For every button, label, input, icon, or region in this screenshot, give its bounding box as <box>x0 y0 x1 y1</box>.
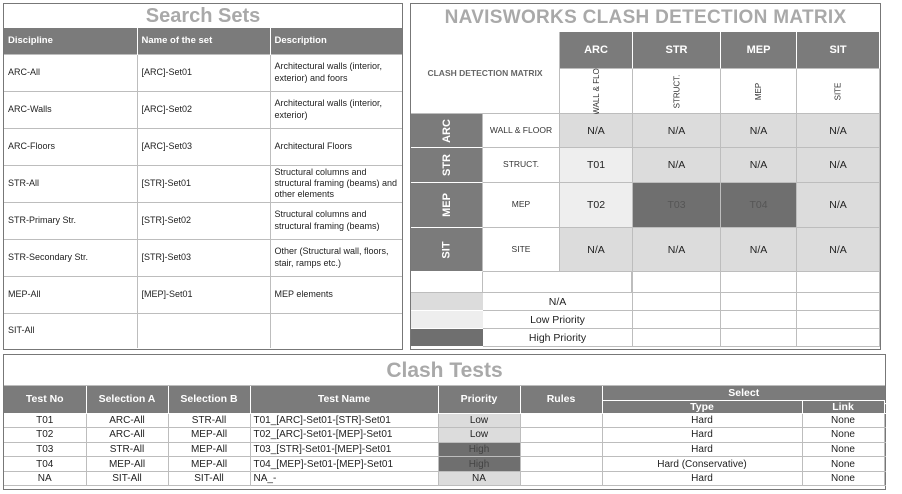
header-priority: Priority <box>438 386 520 413</box>
matrix-blank-cell <box>560 272 633 293</box>
search-set-name: [ARC]-Set01 <box>137 54 270 91</box>
matrix-blank-cell <box>633 272 721 293</box>
clash-test-selection-a: MEP-All <box>86 457 168 472</box>
search-set-row <box>4 239 402 276</box>
clash-tests-panel <box>3 354 902 490</box>
matrix-blank-cell <box>560 293 633 311</box>
legend-label: High Priority <box>483 329 632 347</box>
clash-test-name: NA_- <box>250 471 438 486</box>
matrix-blank-cell <box>721 311 797 329</box>
search-sets-title: Search Sets <box>145 5 261 27</box>
search-set-name: [ARC]-Set02 <box>137 91 270 128</box>
clash-test-tol <box>884 442 885 457</box>
search-set-row <box>4 54 402 91</box>
clash-test-name: T03_[STR]-Set01-[MEP]-Set01 <box>250 442 438 457</box>
search-set-name: [STR]-Set03 <box>137 239 270 276</box>
matrix-blank-cell <box>797 293 880 311</box>
clash-test-no: T03 <box>4 442 86 457</box>
clash-test-tol <box>884 471 885 486</box>
matrix-col-sub-arc <box>560 69 633 114</box>
matrix-cell: N/A <box>797 114 880 148</box>
matrix-cell: T04 <box>721 183 797 228</box>
matrix-col-head-mep: MEP <box>721 32 797 69</box>
clash-test-type: Hard (Conservative) <box>602 457 802 472</box>
header-rules: Rules <box>520 386 602 413</box>
clash-matrix-panel <box>410 3 881 350</box>
search-set-discipline: ARC-All <box>4 54 137 91</box>
header-description: Description <box>270 28 402 54</box>
clash-test-selection-b: SIT-All <box>168 471 250 486</box>
clash-test-type: Hard <box>602 428 802 443</box>
matrix-cell: T01 <box>560 148 633 183</box>
header-link: Link <box>802 400 884 413</box>
matrix-blank-cell <box>411 272 483 293</box>
clash-test-no: NA <box>4 471 86 486</box>
clash-test-rules <box>520 428 602 443</box>
search-set-description: Structural columns and structural framing (beams) <box>270 202 402 239</box>
clash-test-link: None <box>802 413 884 428</box>
matrix-cell: N/A <box>633 148 721 183</box>
matrix-col-sub-arc-text: WALL & FLO <box>591 67 601 115</box>
matrix-cell: N/A <box>721 148 797 183</box>
matrix-col-sub-sit-text: SITE <box>833 82 843 100</box>
clash-test-rules <box>520 457 602 472</box>
matrix-row-head-sit <box>411 228 483 272</box>
search-set-description <box>270 313 402 348</box>
search-set-row <box>4 276 402 313</box>
matrix-row-head-arc <box>411 114 483 148</box>
matrix-col-head-arc: ARC <box>560 32 633 69</box>
matrix-cell: T03 <box>633 183 721 228</box>
clash-test-type: Hard <box>602 442 802 457</box>
clash-test-selection-b: MEP-All <box>168 442 250 457</box>
clash-test-no: T01 <box>4 413 86 428</box>
clash-test-selection-b: STR-All <box>168 413 250 428</box>
matrix-title: NAVISWORKS CLASH DETECTION MATRIX <box>444 7 847 28</box>
matrix-row-sub-str: STRUCT. <box>483 148 560 183</box>
matrix-col-head-str: STR <box>633 32 721 69</box>
matrix-blank-cell <box>797 272 880 293</box>
clash-test-link: None <box>802 457 884 472</box>
matrix-row-sub-arc: WALL & FLOOR <box>483 114 560 148</box>
matrix-cell: N/A <box>797 148 880 183</box>
matrix-col-sub-mep <box>721 69 797 114</box>
search-set-discipline: ARC-Walls <box>4 91 137 128</box>
search-set-name: [STR]-Set02 <box>137 202 270 239</box>
clash-test-tol <box>884 413 885 428</box>
clash-test-no: T04 <box>4 457 86 472</box>
matrix-blank-cell <box>560 329 633 347</box>
clash-test-type: Hard <box>602 471 802 486</box>
matrix-cell: N/A <box>797 228 880 272</box>
search-set-row <box>4 91 402 128</box>
search-set-name: [STR]-Set01 <box>137 165 270 202</box>
search-sets-header-row <box>4 28 402 54</box>
clash-test-priority: High <box>438 457 520 472</box>
clash-test-row <box>4 413 885 428</box>
matrix-corner-label: CLASH DETECTION MATRIX <box>411 32 560 114</box>
header-select: Select <box>602 386 885 400</box>
matrix-cell: N/A <box>633 114 721 148</box>
clash-test-selection-b: MEP-All <box>168 457 250 472</box>
clash-test-row <box>4 442 885 457</box>
search-set-discipline: SIT-All <box>4 313 137 348</box>
matrix-row-head-str <box>411 148 483 183</box>
header-discipline: Discipline <box>4 28 137 54</box>
matrix-cell: N/A <box>797 183 880 228</box>
matrix-blank-cell <box>560 311 633 329</box>
search-set-description: Architectural walls (interior, exterior) <box>270 91 402 128</box>
clash-test-tol <box>884 457 885 472</box>
header-selection-a: Selection A <box>86 386 168 413</box>
clash-test-tol <box>884 428 885 443</box>
legend-swatch <box>411 329 483 347</box>
matrix-row-head-mep <box>411 183 483 228</box>
clash-test-selection-a: SIT-All <box>86 471 168 486</box>
clash-test-row <box>4 457 885 472</box>
search-set-description: Architectural Floors <box>270 128 402 165</box>
matrix-blank-cell <box>721 272 797 293</box>
matrix-cell: N/A <box>633 228 721 272</box>
search-set-row <box>4 128 402 165</box>
search-sets-panel <box>3 3 403 350</box>
legend-swatch <box>411 293 483 311</box>
clash-tests-table <box>4 386 902 486</box>
clash-test-name: T04_[MEP]-Set01-[MEP]-Set01 <box>250 457 438 472</box>
clash-test-link: None <box>802 471 884 486</box>
clash-test-priority: Low <box>438 428 520 443</box>
matrix-row-sub-sit: SITE <box>483 228 560 272</box>
matrix-row-head-arc-text: ARC <box>440 118 453 143</box>
matrix-blank-cell <box>633 293 721 311</box>
matrix-col-head-sit: SIT <box>797 32 880 69</box>
clash-test-priority: Low <box>438 413 520 428</box>
header-test-name: Test Name <box>250 386 438 413</box>
search-set-discipline: STR-Primary Str. <box>4 202 137 239</box>
matrix-blank-cell <box>721 293 797 311</box>
search-set-description: MEP elements <box>270 276 402 313</box>
header-type: Type <box>602 400 802 413</box>
matrix-cell: N/A <box>721 228 797 272</box>
matrix-cell: N/A <box>560 228 633 272</box>
matrix-row-head-sit-text: SIT <box>440 240 453 259</box>
header-tol: Tol. <box>884 400 902 413</box>
matrix-row-head-mep-text: MEP <box>440 193 453 217</box>
clash-tests-title: Clash Tests <box>4 355 885 386</box>
clash-test-selection-a: ARC-All <box>86 428 168 443</box>
matrix-col-sub-str-text: STRUCT. <box>672 74 681 108</box>
clash-test-link: None <box>802 428 884 443</box>
clash-test-selection-b: MEP-All <box>168 428 250 443</box>
clash-test-rules <box>520 471 602 486</box>
matrix-col-sub-sit <box>797 69 880 114</box>
search-set-discipline: STR-Secondary Str. <box>4 239 137 276</box>
clash-test-link: None <box>802 442 884 457</box>
matrix-row-head-str-text: STR <box>440 154 453 176</box>
search-set-row <box>4 202 402 239</box>
matrix-cell: T02 <box>560 183 633 228</box>
matrix-blank-cell <box>633 329 721 347</box>
legend-label: Low Priority <box>483 311 632 329</box>
header-test-no: Test No <box>4 386 86 413</box>
clash-test-name: T02_[ARC]-Set01-[MEP]-Set01 <box>250 428 438 443</box>
legend-label: N/A <box>483 293 632 311</box>
matrix-col-sub-str <box>633 69 721 114</box>
search-set-name <box>137 313 270 348</box>
clash-test-priority: High <box>438 442 520 457</box>
clash-test-rules <box>520 413 602 428</box>
matrix-blank-cell <box>633 311 721 329</box>
matrix-col-sub-mep-text: MEP <box>754 82 763 100</box>
clash-test-selection-a: ARC-All <box>86 413 168 428</box>
matrix-blank-cell <box>797 329 880 347</box>
matrix-blank-cell <box>721 329 797 347</box>
clash-test-row <box>4 471 885 486</box>
search-set-discipline: STR-All <box>4 165 137 202</box>
search-sets-table <box>4 28 402 348</box>
header-set-name: Name of the set <box>137 28 270 54</box>
search-set-description: Architectural walls (interior, exterior) and foors <box>270 54 402 91</box>
search-set-row <box>4 313 402 348</box>
clash-test-priority: NA <box>438 471 520 486</box>
clash-test-selection-a: STR-All <box>86 442 168 457</box>
matrix-cell: N/A <box>721 114 797 148</box>
clash-test-row <box>4 428 885 443</box>
legend-swatch <box>411 311 483 329</box>
clash-test-type: Hard <box>602 413 802 428</box>
header-selection-b: Selection B <box>168 386 250 413</box>
clash-test-no: T02 <box>4 428 86 443</box>
search-set-description: Structural columns and structural framing (beams) and other elements <box>270 165 402 202</box>
matrix-row-sub-mep: MEP <box>483 183 560 228</box>
search-set-description: Other (Structural wall, floors, stair, ramps etc.) <box>270 239 402 276</box>
search-set-row <box>4 165 402 202</box>
matrix-cell: N/A <box>560 114 633 148</box>
search-set-name: [MEP]-Set01 <box>137 276 270 313</box>
clash-test-name: T01_[ARC]-Set01-[STR]-Set01 <box>250 413 438 428</box>
search-set-discipline: ARC-Floors <box>4 128 137 165</box>
search-set-name: [ARC]-Set03 <box>137 128 270 165</box>
matrix-blank-cell <box>797 311 880 329</box>
clash-test-rules <box>520 442 602 457</box>
search-set-discipline: MEP-All <box>4 276 137 313</box>
